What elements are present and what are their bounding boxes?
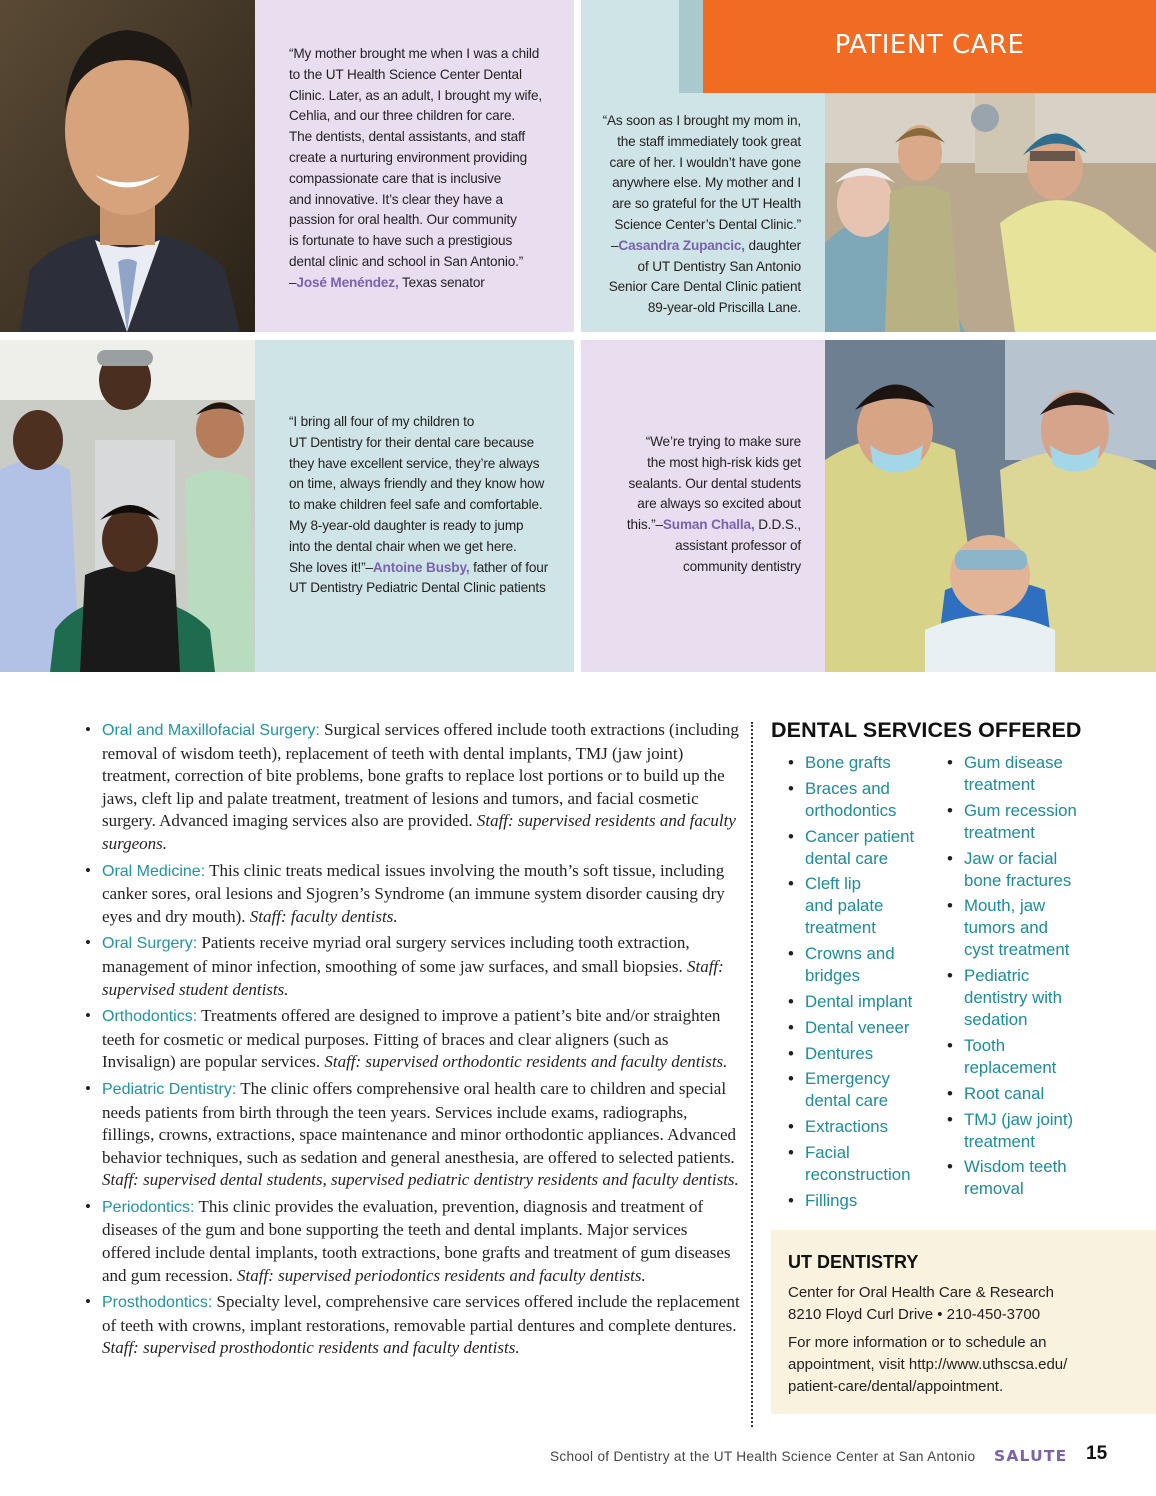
attribution-role: daughter [744,237,801,253]
dental-services-column-2 [947,752,1097,1204]
header-strip-dark [679,0,703,93]
photo-senior-care-clinic [825,93,1156,332]
quote-line: “As soon as I brought my mom in, [602,113,801,128]
quote-line: assistant professor of [675,537,801,553]
dental-service-item [788,778,938,822]
dental-service-label: treatment [964,1131,1035,1151]
service-description: Patients receive myriad oral surgery services including tooth extraction, management of minor infection, smoothing of some jaw surfaces, and small biopsies. [102,933,690,976]
service-description: This clinic treats medical issues involving the mouth’s soft tissue, including canker sores, oral lesions and Sjogren’s Syndrome (an immune system disorder causing dry eyes and dry mouth). [102,860,725,926]
dental-service-item [788,1043,938,1065]
dental-service-label: dental care [805,1091,889,1111]
dental-service-item [788,752,938,774]
dental-service-label: tumors and [964,918,1048,938]
quote-zupancic [581,111,801,319]
photo-pediatric-sealants [825,340,1156,672]
quote-line: “We’re trying to make sure [645,434,801,449]
service-staff: Staff: supervised dental students, supervised pediatric dentistry residents and faculty dentists. [102,1170,739,1190]
service-staff: Staff: faculty dentists. [249,906,398,926]
dental-service-item [788,1142,938,1186]
quote-line: Science Center’s Dental Clinic.” [614,216,801,232]
service-name: Oral and Maxillofacial Surgery: [102,722,320,739]
quote-line: “I bring all four of my children to [289,414,475,429]
service-item [84,932,740,1001]
service-description: The clinic offers comprehensive oral health care to children and special needs patients from birth through the teen years. Services include exams, radiographs, fillings, crowns, extractions, space maintenance and minor orthodontic appliances. Advanced behavior techniques, such as sedation and general anesthesia, are offered to selected patients. [102,1078,736,1167]
header-orange-block [703,0,1156,93]
quote-attribution [581,236,801,257]
dental-service-label: • Gum disease [964,753,1063,772]
attribution-name: José Menéndez, [296,274,399,290]
dental-service-item [788,873,938,939]
dental-service-label: • Jaw or facial [964,848,1058,868]
dental-service-label: treatment [805,918,876,938]
service-description: Treatments offered are designed to improve a patient’s bite and/or straighten teeth for cosmetic or medical purposes. Fitting of braces and clear aligners (such as Invisalign) are popular services. [102,1006,721,1072]
dental-services-title: DENTAL SERVICES OFFERED [771,718,1082,742]
quote-line: My 8-year-old daughter is ready to jump [289,517,524,533]
dental-service-label: • Crowns and [805,944,895,964]
dental-service-label: • Dental veneer [805,1017,910,1037]
footer-publication: School of Dentistry at the UT Health Science Center at San Antonio [550,1449,976,1464]
dental-service-item [788,1068,938,1112]
section-header [581,0,1156,93]
quote-line: compassionate care that is inclusive [289,170,502,186]
dental-service-label: • Pediatric [964,966,1030,986]
dental-service-label: reconstruction [805,1164,911,1184]
dental-service-label: • Dentures [805,1043,874,1063]
ut-dentistry-info-box [771,1230,1156,1414]
quote-line: and innovative. It’s clear they have a [289,191,503,207]
service-name: Pediatric Dentistry: [102,1080,237,1098]
service-staff: Staff: supervised orthodontic residents and faculty dentists. [324,1052,728,1072]
quote-attribution [289,273,569,294]
dental-service-label: • Extractions [805,1117,889,1137]
quote-line: Cehlia, and our three children for care. [289,108,515,124]
service-item [84,719,740,856]
quote-line: of UT Dentistry San Antonio [637,258,801,274]
dental-service-label: replacement [964,1057,1057,1077]
dental-service-label: • Tooth [964,1035,1006,1055]
dental-service-label: • TMJ (jaw joint) [964,1109,1074,1129]
dental-service-label: • Fillings [805,1190,858,1210]
dental-service-label: sedation [964,1010,1028,1030]
dental-services-column-1 [788,752,938,1216]
dental-service-label: dentistry with [964,988,1062,1008]
quote-line: community dentistry [682,558,801,574]
dental-service-item [947,1035,1097,1079]
dental-service-label: • Root canal [964,1083,1045,1103]
service-item [84,860,740,929]
service-description: Specialty level, comprehensive care services offered include the replacement of teeth with crowns, implant restorations, removable partial dentures and complete dentures. [102,1292,740,1335]
dental-service-label: dental care [805,848,889,868]
dental-service-label: • Gum recession [964,800,1077,820]
dental-service-label: • Wisdom teeth [964,1157,1067,1177]
header-strip-light [581,0,679,93]
service-staff: Staff: supervised periodontics residents and faculty dentists. [237,1265,646,1285]
quote-line: 89-year-old Priscilla Lane. [647,300,801,316]
quote-line: the staff immediately took great [617,133,801,149]
attribution-name: Casandra Zupancic, [618,237,745,253]
quote-line: into the dental chair when we get here. [289,538,517,554]
attribution-name: Suman Challa, [662,517,755,533]
quote-busby [289,412,569,599]
dental-service-item [788,1116,938,1138]
footer-brand: SALUTE [994,1447,1068,1465]
dental-service-item [788,1017,938,1039]
dental-service-label: orthodontics [805,800,897,820]
ut-dentistry-title: UT DENTISTRY [788,1252,919,1272]
dental-service-item [788,943,938,987]
quote-panel-zupancic [581,93,825,332]
ut-dentistry-line: For more information or to schedule an [788,1334,1047,1351]
dental-service-label: • Dental implant [805,991,913,1011]
dental-service-label: • Braces and [805,778,890,798]
dental-service-item [947,1109,1097,1153]
quote-line: create a nurturing environment providing [289,149,528,165]
clinic-services-list [84,719,740,1364]
dental-service-item [947,965,1097,1031]
dental-service-label: treatment [964,822,1035,842]
quote-line: are always so excited about [637,496,801,512]
quote-challa [581,432,801,578]
service-name: Oral Surgery: [102,935,198,953]
dental-service-label: treatment [964,775,1035,794]
quote-line: The dentists, dental assistants, and staff [289,129,526,145]
service-description: This clinic provides the evaluation, prevention, diagnosis and treatment of diseases of the gum and bone supporting the teeth and dental implants. Major services offered include dental implants, tooth extractions, bone grafts and treatment of gum diseases and gum recession. [102,1196,731,1285]
ut-dentistry-address: 8210 Floyd Curl Drive • 210-450-3700 [788,1306,1041,1323]
service-name: Prosthodontics: [102,1294,213,1312]
attribution-dash: – [611,237,619,253]
dental-service-label: removal [964,1179,1024,1199]
quote-line: the most high-risk kids get [647,454,801,470]
attribution-lead: this.”– [626,517,663,533]
dental-service-item [947,800,1097,844]
ut-dentistry-line: Center for Oral Health Care & Research [788,1284,1054,1301]
attribution-name: Antoine Busby, [372,559,470,575]
ut-dentistry-link[interactable]: patient-care/dental/appointment. [788,1378,1004,1395]
quote-line: care of her. I wouldn’t have gone [609,154,801,170]
dental-service-label: • Mouth, jaw [964,896,1046,916]
dental-service-item [788,826,938,870]
quote-menendez [289,44,569,294]
service-staff: Staff: supervised student dentists. [102,956,724,999]
quote-panel-menendez [255,0,574,332]
quote-line: dental clinic and school in San Antonio.” [289,253,524,269]
quote-line: to the UT Health Science Center Dental [289,66,522,82]
service-name: Periodontics: [102,1198,195,1216]
quote-line: they have excellent service, they’re always [289,455,540,471]
attribution-role: father of four [469,559,549,575]
dental-service-label: • Cancer patient [805,826,915,846]
dotted-divider [751,722,753,1427]
quote-line: Clinic. Later, as an adult, I brought my wife, [289,87,543,103]
service-staff: Staff: supervised prosthodontic residents and faculty dentists. [102,1338,520,1358]
service-name: Oral Medicine: [102,862,206,880]
attribution-dash: – [289,274,297,290]
service-item [84,1291,740,1360]
dental-service-item [947,752,1097,796]
dental-service-label: • Emergency [805,1069,890,1089]
service-item [84,1196,740,1287]
service-item [84,1078,740,1192]
dental-service-label: bridges [805,966,861,986]
quote-panel-busby [255,340,574,672]
service-description: Surgical services offered include tooth extractions (including removal of wisdom teeth), replacement of teeth with dental implants, TMJ (jaw joint) treatment, correction of bite problems, bone grafts to replace lost portions or to build up the jaws, cleft lip and palate treatment, treatment of lesions and tumors, and facial cosmetic surgery. Advanced imaging services also are provided. [102,720,739,831]
quote-line: on time, always friendly and they know how [289,476,545,492]
photo-jose-menendez [0,0,255,332]
dental-service-label: • Bone grafts [805,753,891,772]
quote-attribution [289,558,569,579]
service-staff: Staff: supervised residents and faculty surgeons. [102,811,736,853]
dental-service-label: cyst treatment [964,940,1070,960]
attribution-role: D.D.S., [754,517,801,533]
section-title: PATIENT CARE [834,30,1025,60]
dental-service-label: • Facial [805,1142,850,1162]
dental-service-item [947,1083,1097,1105]
quote-line: “My mother brought me when I was a child [289,46,540,61]
quote-line: is fortunate to have such a prestigious [289,233,513,249]
dental-service-label: • Cleft lip [805,874,861,894]
dental-service-item [947,895,1097,961]
dental-service-item [788,991,938,1013]
service-item [84,1005,740,1074]
service-name: Orthodontics: [102,1008,198,1026]
quote-attribution [581,515,801,536]
quote-line: UT Dentistry for their dental care because [289,434,535,450]
quote-panel-challa [581,340,825,672]
dental-service-item [947,1156,1097,1200]
quote-line: Senior Care Dental Clinic patient [608,279,801,295]
page-number: 15 [1086,1443,1108,1464]
dental-service-label: and palate [805,896,884,916]
attribution-role: Texas senator [398,274,485,290]
dental-service-item [788,1190,938,1212]
quote-line: anywhere else. My mother and I [612,175,801,191]
quote-line: are so grateful for the UT Health [612,196,801,212]
attribution-lead: She loves it!”– [289,559,373,575]
quote-line: to make children feel safe and comfortable. [289,497,543,513]
dental-service-item [947,848,1097,892]
dental-service-label: bone fractures [964,870,1072,890]
ut-dentistry-line: appointment, visit http://www.uthscsa.edu/ [788,1356,1068,1373]
quote-line: UT Dentistry Pediatric Dental Clinic patients [289,580,546,596]
photo-busby-family [0,340,255,672]
quote-line: passion for oral health. Our community [289,212,517,228]
quote-line: sealants. Our dental students [628,475,801,491]
